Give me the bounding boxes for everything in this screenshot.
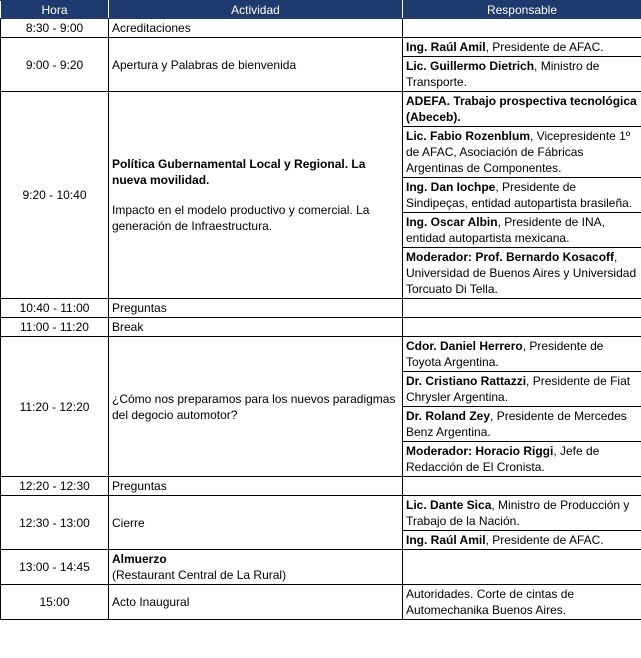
hora-cell: 10:40 - 11:00 — [1, 299, 109, 318]
header-responsable: Responsable — [403, 1, 641, 19]
responsable-desc: , Presidente de Fiat Chrysler Argentina. — [406, 374, 631, 404]
responsable-cell — [403, 407, 641, 442]
responsable-name: ADEFA. Trabajo prospectiva tecnológica (Abeceb). — [406, 94, 637, 124]
responsable-desc: , Ministro de Producción y Trabajo de la Nación. — [406, 498, 630, 528]
responsable-cell — [403, 178, 641, 213]
actividad-cell: Preguntas — [109, 299, 403, 318]
responsable-name: Lic. Guillermo Dietrich — [406, 59, 535, 73]
table-row — [1, 550, 641, 585]
responsable-name: Ing. Raúl Amil — [406, 40, 486, 54]
actividad-cell: Preguntas — [109, 477, 403, 496]
responsable-cell — [403, 248, 641, 299]
responsable-name: Dr. Roland Zey — [406, 409, 491, 423]
table-row — [1, 585, 641, 620]
hora-cell: 9:00 - 9:20 — [1, 38, 109, 92]
actividad-cell: Break — [109, 318, 403, 337]
table-row — [1, 496, 641, 531]
table-row — [1, 337, 641, 372]
responsable-desc: , Jefe de Redacción de El Cronista. — [406, 444, 600, 474]
actividad-cell: Acreditaciones — [109, 19, 403, 38]
responsable-name: Ing. Dan Iochpe — [406, 180, 496, 194]
hora-cell: 12:20 - 12:30 — [1, 477, 109, 496]
header-actividad: Actividad — [109, 1, 403, 19]
actividad-cell — [109, 92, 403, 299]
responsable-cell — [403, 550, 641, 585]
responsable-name: Moderador: Horacio Riggi — [406, 444, 554, 458]
actividad-desc: Impacto en el modelo productivo y comercial. La generación de Infraestructura. — [112, 203, 370, 233]
hora-cell: 13:00 - 14:45 — [1, 550, 109, 585]
responsable-cell — [403, 585, 641, 620]
responsable-desc: , Presidente de INA, entidad autopartista mexicana. — [406, 215, 605, 245]
table-row — [1, 318, 641, 337]
responsable-desc: Autoridades. Corte de cintas de Automechanika Buenos Aires. — [406, 587, 575, 617]
responsable-desc: , Presidente de AFAC. — [485, 40, 604, 54]
table-row — [1, 92, 641, 127]
responsable-cell — [403, 442, 641, 477]
responsable-desc: , Universidad de Buenos Aires y Universidad Torcuato Di Tella. — [406, 250, 637, 296]
hora-cell: 12:30 - 13:00 — [1, 496, 109, 550]
responsable-name: Ing. Oscar Albin — [406, 215, 498, 229]
responsable-name: Dr. Cristiano Rattazzi — [406, 374, 527, 388]
responsable-cell — [403, 496, 641, 531]
responsable-name: Lic. Dante Sica — [406, 498, 492, 512]
responsable-cell — [403, 318, 641, 337]
table-row — [1, 38, 641, 57]
responsable-cell — [403, 213, 641, 248]
responsable-cell — [403, 57, 641, 92]
actividad-cell: Acto Inaugural — [109, 585, 403, 620]
responsable-desc: , Vicepresidente 1º de AFAC, Asociación de Fábricas Argentinas de Componentes. — [406, 129, 631, 175]
actividad-desc: (Restaurant Central de La Rural) — [112, 568, 287, 582]
responsable-name: Cdor. Daniel Herrero — [406, 339, 523, 353]
hora-cell: 9:20 - 10:40 — [1, 92, 109, 299]
responsable-name: Lic. Fabio Rozenblum — [406, 129, 531, 143]
responsable-desc: , Ministro de Transporte. — [406, 59, 600, 89]
responsable-cell — [403, 19, 641, 38]
actividad-cell — [109, 550, 403, 585]
actividad-cell: Cierre — [109, 496, 403, 550]
header-row — [1, 1, 641, 19]
responsable-cell — [403, 477, 641, 496]
responsable-cell — [403, 337, 641, 372]
actividad-title: Política Gubernamental Local y Regional. La nueva movilidad. — [112, 157, 366, 187]
actividad-cell: Apertura y Palabras de bienvenida — [109, 38, 403, 92]
hora-cell: 11:00 - 11:20 — [1, 318, 109, 337]
responsable-cell — [403, 299, 641, 318]
table-row — [1, 299, 641, 318]
responsable-desc: , Presidente de Mercedes Benz Argentina. — [406, 409, 627, 439]
table-row — [1, 19, 641, 38]
responsable-cell — [403, 127, 641, 178]
header-hora: Hora — [1, 1, 109, 19]
responsable-name: Ing. Raúl Amil — [406, 533, 486, 547]
responsable-cell — [403, 531, 641, 550]
hora-cell: 8:30 - 9:00 — [1, 19, 109, 38]
table-row — [1, 477, 641, 496]
responsable-cell — [403, 92, 641, 127]
responsable-cell — [403, 38, 641, 57]
actividad-cell: ¿Cómo nos preparamos para los nuevos paradigmas del degocio automotor? — [109, 337, 403, 477]
hora-cell: 15:00 — [1, 585, 109, 620]
hora-cell: 11:20 - 12:20 — [1, 337, 109, 477]
responsable-desc: , Presidente de Sindipeças, entidad autopartista brasileña. — [406, 180, 633, 210]
responsable-desc: , Presidente de Toyota Argentina. — [406, 339, 604, 369]
actividad-title: Almuerzo — [112, 552, 167, 566]
responsable-desc: , Presidente de AFAC. — [485, 533, 604, 547]
responsable-name: Moderador: Prof. Bernardo Kosacoff — [406, 250, 615, 264]
responsable-cell — [403, 372, 641, 407]
